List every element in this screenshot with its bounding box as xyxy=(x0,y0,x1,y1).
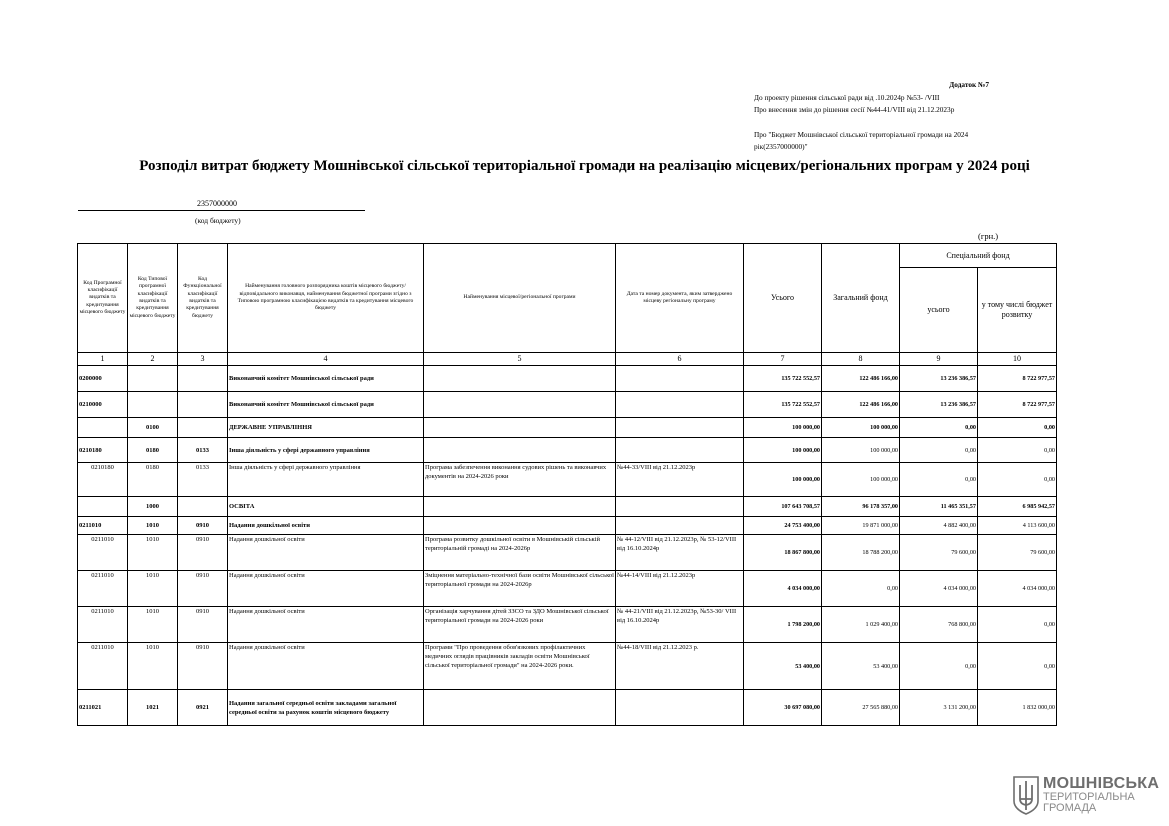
table-row xyxy=(78,607,1057,643)
cell-typical-code: 1010 xyxy=(128,607,178,643)
cell-name: ДЕРЖАВНЕ УПРАВЛІННЯ xyxy=(228,418,424,438)
header-col-3: Код Функціональної класифікації видатків та кредитування бюджету xyxy=(178,244,228,353)
col-number: 5 xyxy=(424,353,616,366)
cell-program: Програми "Про проведення обов'язкових профілактичних медичних оглядів працівників закладів освіти Мошнівської сільської територіальної громади" на 2024-2026 роки. xyxy=(424,643,616,690)
cell-functional-code: 0133 xyxy=(178,438,228,463)
cell-functional-code xyxy=(178,366,228,392)
cell-total: 135 722 552,57 xyxy=(744,366,822,392)
cell-special-total: 4 034 000,00 xyxy=(900,571,978,607)
cell-program xyxy=(424,517,616,535)
cell-program xyxy=(424,497,616,517)
cell-functional-code xyxy=(178,418,228,438)
cell-typical-code: 0180 xyxy=(128,438,178,463)
currency-unit: (грн.) xyxy=(978,231,999,241)
cell-development: 79 600,00 xyxy=(978,535,1057,571)
cell-program-code: 0200000 xyxy=(78,366,128,392)
cell-general-fund: 100 000,00 xyxy=(822,418,900,438)
cell-name: ОСВІТА xyxy=(228,497,424,517)
cell-program-code xyxy=(78,418,128,438)
cell-name: Надання дошкільної освіти xyxy=(228,607,424,643)
cell-functional-code xyxy=(178,497,228,517)
addendum-line-1: До проекту рішення сільської ради від .10.2024р №53- /VIII xyxy=(754,92,940,102)
page-title: Розподіл витрат бюджету Мошнівської сільської територіальної громади на реалізацію місцевих/регіональних програм у 2024 році xyxy=(139,158,1030,174)
header-col-4: Найменування головного розпорядника коштів місцевого бюджету/ відповідального виконавця, найменування бюджетної програми згідно з Типовою програмною класифікацією видатків та кредитування місцевого бюджету xyxy=(228,244,424,353)
trident-emblem-icon xyxy=(1012,775,1040,815)
cell-typical-code xyxy=(128,392,178,418)
cell-total: 135 722 552,57 xyxy=(744,392,822,418)
table-row xyxy=(78,366,1057,392)
cell-total: 53 400,00 xyxy=(744,643,822,690)
cell-document xyxy=(616,690,744,726)
cell-program-code: 0211010 xyxy=(78,643,128,690)
table-row xyxy=(78,497,1057,517)
table-row xyxy=(78,418,1057,438)
cell-total: 4 034 000,00 xyxy=(744,571,822,607)
header-col-6: Дата та номер документа, яким затверджено місцеву регіональну програму xyxy=(616,244,744,353)
col-number: 10 xyxy=(978,353,1057,366)
cell-name: Надання дошкільної освіти xyxy=(228,535,424,571)
cell-functional-code: 0910 xyxy=(178,643,228,690)
cell-functional-code: 0910 xyxy=(178,535,228,571)
header-col-7: Усього xyxy=(744,244,822,353)
cell-general-fund: 122 486 166,00 xyxy=(822,366,900,392)
cell-general-fund: 122 486 166,00 xyxy=(822,392,900,418)
addendum-line-3: Про "Бюджет Мошнівської сільської територіальної громади на 2024 xyxy=(754,129,969,139)
cell-functional-code: 0921 xyxy=(178,690,228,726)
cell-general-fund: 100 000,00 xyxy=(822,438,900,463)
cell-document xyxy=(616,497,744,517)
cell-functional-code xyxy=(178,392,228,418)
budget-code-value: 2357000000 xyxy=(78,199,365,211)
header-col-2: Код Типової програмної класифікації видатків та кредитування місцевого бюджету xyxy=(128,244,178,353)
cell-program-code: 0210180 xyxy=(78,438,128,463)
header-row-1 xyxy=(78,244,1057,268)
cell-document xyxy=(616,392,744,418)
cell-program-code: 0211021 xyxy=(78,690,128,726)
header-col-8: Загальний фонд xyxy=(822,244,900,353)
cell-typical-code: 0100 xyxy=(128,418,178,438)
col-number: 8 xyxy=(822,353,900,366)
cell-total: 100 000,00 xyxy=(744,438,822,463)
cell-special-total: 13 236 386,57 xyxy=(900,392,978,418)
table-row xyxy=(78,517,1057,535)
cell-general-fund: 27 565 880,00 xyxy=(822,690,900,726)
cell-document xyxy=(616,418,744,438)
addendum-block xyxy=(754,79,1084,154)
cell-functional-code: 0910 xyxy=(178,571,228,607)
col-number: 4 xyxy=(228,353,424,366)
cell-general-fund: 100 000,00 xyxy=(822,463,900,497)
cell-general-fund: 96 178 357,00 xyxy=(822,497,900,517)
cell-special-total: 13 236 386,57 xyxy=(900,366,978,392)
cell-special-total: 0,00 xyxy=(900,463,978,497)
cell-general-fund: 1 029 400,00 xyxy=(822,607,900,643)
cell-document: № 44-12/VIII від 21.12.2023р, № 53-12/VIII від 16.10.2024р xyxy=(616,535,744,571)
cell-program xyxy=(424,418,616,438)
cell-typical-code: 1000 xyxy=(128,497,178,517)
cell-program xyxy=(424,366,616,392)
cell-name: Надання дошкільної освіти xyxy=(228,517,424,535)
table-row xyxy=(78,392,1057,418)
column-number-row xyxy=(78,353,1057,366)
cell-total: 30 697 080,00 xyxy=(744,690,822,726)
cell-total: 100 000,00 xyxy=(744,463,822,497)
cell-document xyxy=(616,366,744,392)
cell-special-total: 0,00 xyxy=(900,418,978,438)
cell-program: Організація харчування дітей ЗЗСО та ЗДО Мошнівської сільської територіальної громади на 2024-2026 роки xyxy=(424,607,616,643)
cell-document xyxy=(616,438,744,463)
cell-general-fund: 18 788 200,00 xyxy=(822,535,900,571)
cell-program-code: 0211010 xyxy=(78,535,128,571)
cell-special-total: 11 465 351,57 xyxy=(900,497,978,517)
header-col-1: Код Програмної класифікації видатків та кредитування місцевого бюджету xyxy=(78,244,128,353)
col-number: 2 xyxy=(128,353,178,366)
cell-development: 0,00 xyxy=(978,607,1057,643)
cell-development: 8 722 977,57 xyxy=(978,366,1057,392)
cell-name: Виконавчий комітет Мошнівської сільської ради xyxy=(228,392,424,418)
addendum-title: Додаток №7 xyxy=(949,80,989,89)
cell-document xyxy=(616,517,744,535)
cell-typical-code: 1021 xyxy=(128,690,178,726)
cell-general-fund: 0,00 xyxy=(822,571,900,607)
cell-special-total: 79 600,00 xyxy=(900,535,978,571)
cell-program xyxy=(424,690,616,726)
cell-name: Інша діяльність у сфері державного управління xyxy=(228,463,424,497)
cell-program: Програма забезпечення виконання судових рішень та виконавчих документів на 2024-2026 роки xyxy=(424,463,616,497)
cell-typical-code xyxy=(128,366,178,392)
cell-general-fund: 53 400,00 xyxy=(822,643,900,690)
cell-functional-code: 0910 xyxy=(178,607,228,643)
cell-development: 0,00 xyxy=(978,438,1057,463)
col-number: 7 xyxy=(744,353,822,366)
cell-name: Надання дошкільної освіти xyxy=(228,571,424,607)
cell-total: 24 753 400,00 xyxy=(744,517,822,535)
cell-typical-code: 1010 xyxy=(128,571,178,607)
cell-program: Програма розвитку дошкільної освіти в Мошнівській сільській територіальній громаді на 2024-2026р xyxy=(424,535,616,571)
cell-program xyxy=(424,438,616,463)
col-number: 1 xyxy=(78,353,128,366)
table-row xyxy=(78,438,1057,463)
cell-development: 6 985 942,57 xyxy=(978,497,1057,517)
cell-typical-code: 1010 xyxy=(128,643,178,690)
cell-name: Надання загальної середньої освіти закладами загальної середньої освіти за рахунок коштів місцевого бюджету xyxy=(228,690,424,726)
cell-document: №44-33/VIII від 21.12.2023р xyxy=(616,463,744,497)
cell-special-total: 4 882 400,00 xyxy=(900,517,978,535)
cell-special-total: 3 131 200,00 xyxy=(900,690,978,726)
header-col-10: у тому числі бюджет розвитку xyxy=(978,268,1057,353)
cell-program-code: 0211010 xyxy=(78,607,128,643)
cell-functional-code: 0133 xyxy=(178,463,228,497)
cell-functional-code: 0910 xyxy=(178,517,228,535)
cell-special-total: 0,00 xyxy=(900,643,978,690)
cell-special-total: 768 800,00 xyxy=(900,607,978,643)
cell-development: 8 722 977,57 xyxy=(978,392,1057,418)
cell-development: 4 034 000,00 xyxy=(978,571,1057,607)
cell-program-code xyxy=(78,497,128,517)
logo-line-2: ТЕРИТОРІАЛЬНА xyxy=(1043,791,1135,803)
cell-document: №44-18/VIII від 21.12.2023 р. xyxy=(616,643,744,690)
col-number: 6 xyxy=(616,353,744,366)
community-logo xyxy=(1012,775,1160,815)
addendum-line-2: Про внесення змін до рішення сесії №44-41/VIII від 21.12.2023р xyxy=(754,105,955,114)
cell-special-total: 0,00 xyxy=(900,438,978,463)
logo-line-3: ГРОМАДА xyxy=(1043,802,1097,814)
cell-document: №44-14/VIII від 21.12.2023р xyxy=(616,571,744,607)
cell-development: 0,00 xyxy=(978,418,1057,438)
cell-document: № 44-21/VIII від 21.12.2023р, №53-30/ VIII від 16.10.2024р xyxy=(616,607,744,643)
header-special-fund: Спеціальний фонд xyxy=(900,244,1057,268)
logo-line-1: МОШНІВСЬКА xyxy=(1043,775,1160,792)
cell-name: Надання дошкільної освіти xyxy=(228,643,424,690)
budget-code-label: (код бюджету) xyxy=(195,216,241,225)
cell-development: 0,00 xyxy=(978,643,1057,690)
cell-program: Зміцнення матеріально-технічної бази освіти Мошнівської сільської територіальної громади на 2024-2026р xyxy=(424,571,616,607)
header-col-9: усього xyxy=(900,268,978,353)
cell-typical-code: 1010 xyxy=(128,517,178,535)
cell-program-code: 0210000 xyxy=(78,392,128,418)
cell-name: Інша діяльність у сфері державного управління xyxy=(228,438,424,463)
cell-typical-code: 0180 xyxy=(128,463,178,497)
cell-program-code: 0210180 xyxy=(78,463,128,497)
table-row xyxy=(78,571,1057,607)
cell-total: 100 000,00 xyxy=(744,418,822,438)
col-number: 9 xyxy=(900,353,978,366)
cell-total: 107 643 708,57 xyxy=(744,497,822,517)
cell-development: 0,00 xyxy=(978,463,1057,497)
header-col-5: Найменування місцевої/регіональної програми xyxy=(424,244,616,353)
cell-general-fund: 19 871 000,00 xyxy=(822,517,900,535)
cell-program-code: 0211010 xyxy=(78,517,128,535)
cell-total: 1 798 200,00 xyxy=(744,607,822,643)
cell-program-code: 0211010 xyxy=(78,571,128,607)
budget-code-block xyxy=(78,199,365,225)
table-row xyxy=(78,690,1057,726)
cell-total: 18 867 800,00 xyxy=(744,535,822,571)
col-number: 3 xyxy=(178,353,228,366)
table-row xyxy=(78,463,1057,497)
programs-table xyxy=(77,243,1057,726)
cell-development: 4 113 600,00 xyxy=(978,517,1057,535)
cell-typical-code: 1010 xyxy=(128,535,178,571)
table-row xyxy=(78,643,1057,690)
cell-name: Виконавчий комітет Мошнівської сільської ради xyxy=(228,366,424,392)
cell-program xyxy=(424,392,616,418)
addendum-line-4: рік(2357000000)" xyxy=(754,142,808,151)
cell-development: 1 832 000,00 xyxy=(978,690,1057,726)
table-row xyxy=(78,535,1057,571)
